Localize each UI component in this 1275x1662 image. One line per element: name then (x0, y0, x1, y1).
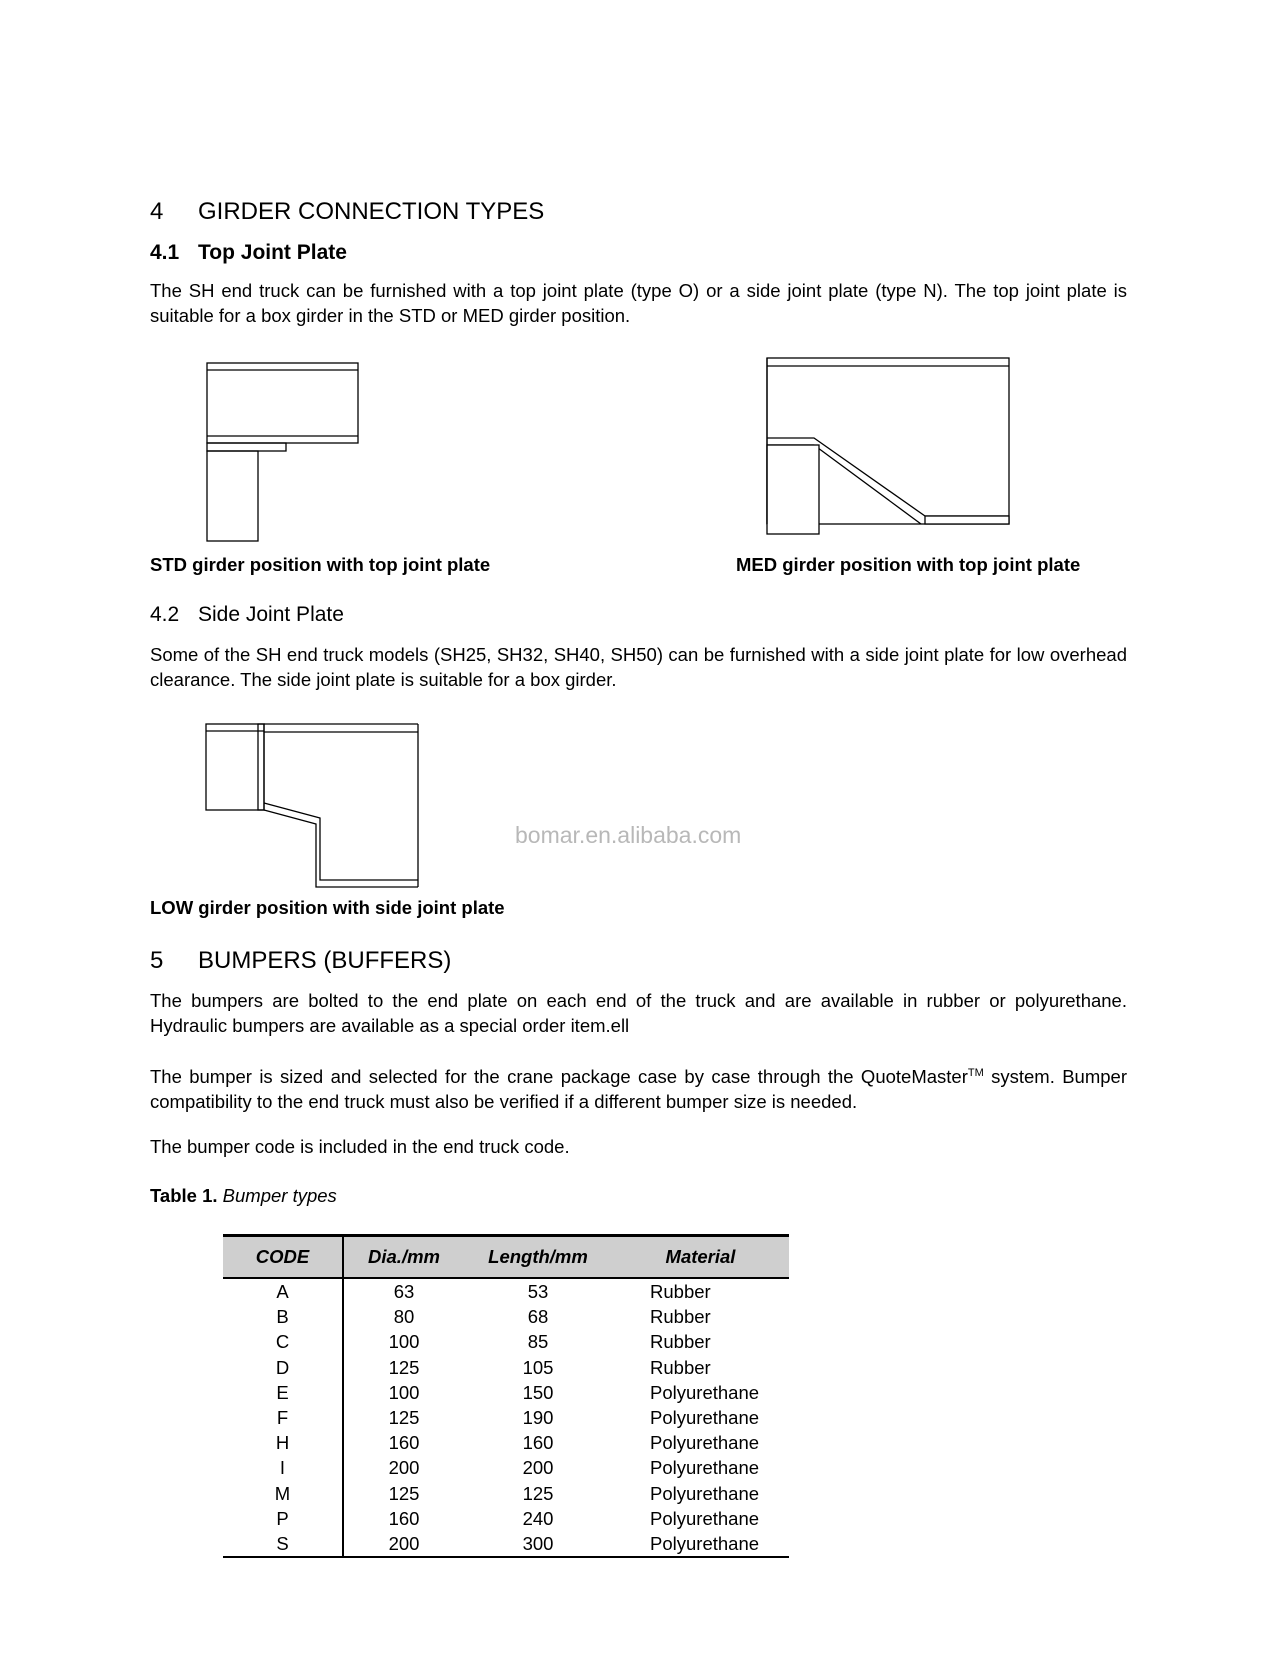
paragraph-text: The bumper is sized and selected for the crane package case by case through the QuoteMaster (150, 1066, 968, 1088)
bumpers-paragraph-3: The bumper code is included in the end truck code. (150, 1136, 570, 1157)
length-cell: 200 (522, 1457, 554, 1479)
side-joint-paragraph: Some of the SH end truck models (SH25, SH32, SH40, SH50) can be furnished with a side joint plate for low overhead clearance. The side joint plate is suitable for a box girder. (150, 644, 1127, 690)
section-title: GIRDER CONNECTION TYPES (198, 198, 545, 225)
code-cell: S (223, 1531, 343, 1557)
low-caption: LOW girder position with side joint plate (150, 897, 505, 918)
code-cell: P (223, 1506, 343, 1531)
std-girder-diagram (207, 363, 358, 541)
table-row (223, 1430, 789, 1455)
material-cell: Polyurethane (650, 1381, 760, 1403)
section-number: 4.1 (150, 241, 180, 264)
length-cell: 240 (522, 1507, 554, 1529)
bumpers-paragraph-2 (150, 1061, 1127, 1114)
trademark: TM (967, 1067, 984, 1079)
material-cell: Polyurethane (650, 1457, 760, 1479)
bumpers-paragraph-1: The bumpers are bolted to the end plate on each end of the truck and are available in rubber or polyurethane. Hydraulic bumpers are available as a special order item.ell (150, 990, 1127, 1036)
std-caption: STD girder position with top joint plate (150, 554, 491, 575)
diameter-cell: 100 (388, 1381, 420, 1403)
material-cell: Polyurethane (650, 1407, 760, 1429)
table-label: Table 1. (150, 1185, 218, 1206)
table-header-row (223, 1236, 789, 1279)
code-cell: D (223, 1355, 343, 1380)
section-5-heading (150, 947, 451, 975)
material-cell: Polyurethane (650, 1482, 760, 1504)
table-row (223, 1329, 789, 1354)
section-4-2-heading (150, 603, 344, 627)
diameter-cell: 80 (393, 1306, 415, 1328)
code-cell: I (223, 1455, 343, 1480)
table-title: Bumper types (217, 1185, 337, 1206)
table-row (223, 1531, 789, 1557)
material-cell: Rubber (650, 1281, 711, 1302)
length-cell: 85 (527, 1331, 549, 1353)
diameter-cell: 200 (388, 1457, 420, 1479)
table-caption (150, 1185, 337, 1207)
diameter-cell: 160 (388, 1432, 420, 1454)
code-cell: B (223, 1304, 343, 1329)
length-cell: 68 (527, 1306, 549, 1328)
code-cell: C (223, 1329, 343, 1354)
table-row (223, 1355, 789, 1380)
watermark: bomar.en.alibaba.com (515, 822, 742, 848)
header-code: CODE (223, 1236, 343, 1279)
diameter-cell: 125 (388, 1482, 420, 1504)
code-cell: M (223, 1481, 343, 1506)
med-girder-diagram (767, 358, 1009, 534)
section-title: BUMPERS (BUFFERS) (198, 947, 452, 974)
table-row (223, 1278, 789, 1304)
material-cell: Polyurethane (650, 1432, 760, 1454)
length-cell: 53 (527, 1281, 549, 1302)
header-material: Material (612, 1236, 789, 1279)
diameter-cell: 100 (388, 1331, 420, 1353)
material-cell: Rubber (650, 1306, 711, 1328)
diameter-cell: 125 (388, 1356, 420, 1378)
diameter-cell: 125 (388, 1407, 420, 1429)
diameter-cell: 63 (393, 1281, 415, 1302)
diameter-cell: 160 (388, 1507, 420, 1529)
length-cell: 125 (522, 1482, 554, 1504)
section-number: 5 (150, 947, 164, 974)
low-girder-diagram (206, 724, 418, 887)
header-diameter: Dia./mm (343, 1236, 464, 1279)
length-cell: 160 (522, 1432, 554, 1454)
section-title: Side Joint Plate (198, 603, 344, 626)
table-row (223, 1506, 789, 1531)
table-row (223, 1481, 789, 1506)
material-cell: Polyurethane (612, 1531, 789, 1557)
length-cell: 300 (464, 1531, 612, 1557)
material-cell: Rubber (650, 1331, 711, 1353)
length-cell: 150 (522, 1381, 554, 1403)
code-cell: H (223, 1430, 343, 1455)
diameter-cell: 200 (343, 1531, 464, 1557)
code-cell: A (223, 1278, 343, 1304)
table-row (223, 1380, 789, 1405)
table-row (223, 1304, 789, 1329)
code-cell: F (223, 1405, 343, 1430)
table-row (223, 1405, 789, 1430)
table-row (223, 1455, 789, 1480)
bumper-types-table (223, 1234, 789, 1558)
paragraph-text: system. Bumper compatibility to the end truck must also be verified if a different bumper size is needed. (150, 1066, 1127, 1113)
top-joint-paragraph: The SH end truck can be furnished with a top joint plate (type O) or a side joint plate (type N). The top joint plate is suitable for a box girder in the STD or MED girder position. (150, 280, 1127, 326)
material-cell: Rubber (650, 1356, 711, 1378)
material-cell: Polyurethane (650, 1507, 760, 1529)
med-caption: MED girder position with top joint plate (736, 554, 1081, 575)
section-title: Top Joint Plate (198, 241, 347, 264)
code-cell: E (223, 1380, 343, 1405)
section-number: 4.2 (150, 603, 180, 626)
length-cell: 105 (522, 1356, 554, 1378)
section-number: 4 (150, 198, 164, 225)
header-length: Length/mm (464, 1236, 612, 1279)
length-cell: 190 (522, 1407, 554, 1429)
